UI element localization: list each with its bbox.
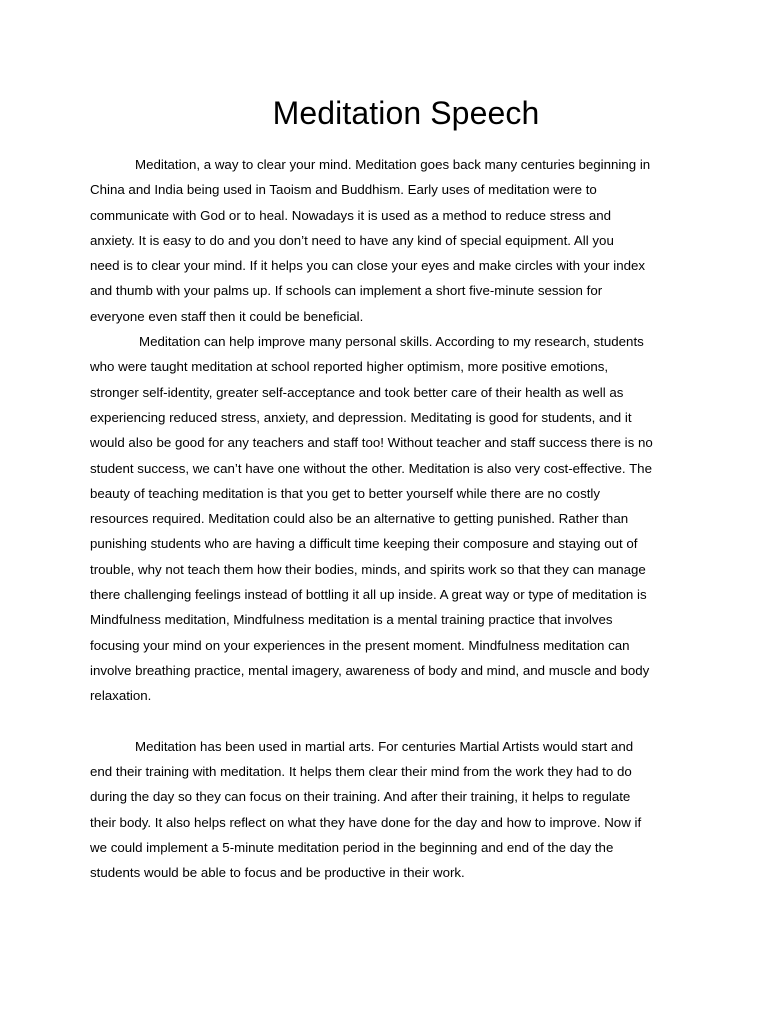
paragraph-2 [90, 329, 684, 708]
text-line: stronger self-identity, greater self-acceptance and took better care of their health as well as [90, 384, 624, 400]
text-line: student success, we can’t have one without the other. Meditation is also very cost-effective. The [90, 460, 652, 476]
text-line: relaxation. [90, 688, 152, 704]
document-body [90, 152, 684, 886]
document-title: Meditation Speech [272, 95, 540, 131]
text-line: Meditation can help improve many personal skills. According to my research, students [139, 334, 644, 350]
text-line: punishing students who are having a difficult time keeping their composure and staying out of [90, 536, 638, 552]
text-line: we could implement a 5-minute meditation period in the beginning and end of the day the [90, 840, 614, 856]
text-line: Mindfulness meditation, Mindfulness meditation is a mental training practice that involves [90, 612, 613, 628]
text-line: during the day so they can focus on their training. And after their training, it helps to regulate [90, 789, 631, 805]
text-line: communicate with God or to heal. Nowadays it is used as a method to reduce stress and [90, 207, 612, 223]
text-line: who were taught meditation at school reported higher optimism, more positive emotions, [90, 359, 609, 375]
text-line: there challenging feelings instead of bottling it all up inside. A great way or type of meditation is [90, 587, 647, 603]
text-line: students would be able to focus and be productive in their work. [90, 865, 465, 881]
text-line: everyone even staff then it could be beneficial. [90, 308, 364, 324]
text-line: their body. It also helps reflect on what they have done for the day and how to improve. Now if [90, 814, 642, 830]
paragraph-spacer [90, 709, 684, 734]
text-line: China and India being used in Taoism and Buddhism. Early uses of meditation were to [90, 182, 597, 198]
text-line: anxiety. It is easy to do and you don’t need to have any kind of special equipment. All you [90, 232, 614, 248]
paragraph-3 [90, 734, 684, 886]
text-line: focusing your mind on your experiences in the present moment. Mindfulness meditation can [90, 637, 630, 653]
text-line: would also be good for any teachers and staff too! Without teacher and staff success there is no [90, 435, 653, 451]
text-line: need is to clear your mind. If it helps you can close your eyes and make circles with your index [90, 258, 646, 274]
paragraph-1 [90, 152, 684, 329]
text-line: and thumb with your palms up. If schools can implement a short five-minute session for [90, 283, 603, 299]
text-line: Meditation has been used in martial arts. For centuries Martial Artists would start and [135, 738, 634, 754]
text-line: experiencing reduced stress, anxiety, and depression. Meditating is good for students, and it [90, 409, 632, 425]
text-line: beauty of teaching meditation is that you get to better yourself while there are no costly [90, 485, 601, 501]
text-line: involve breathing practice, mental imagery, awareness of body and mind, and muscle and body [90, 662, 650, 678]
text-line: resources required. Meditation could also be an alternative to getting punished. Rather than [90, 511, 629, 527]
text-line: end their training with meditation. It helps them clear their mind from the work they had to do [90, 764, 632, 780]
text-line: trouble, why not teach them how their bodies, minds, and spirits work so that they can manage [90, 561, 646, 577]
text-line: Meditation, a way to clear your mind. Meditation goes back many centuries beginning in [135, 157, 651, 172]
